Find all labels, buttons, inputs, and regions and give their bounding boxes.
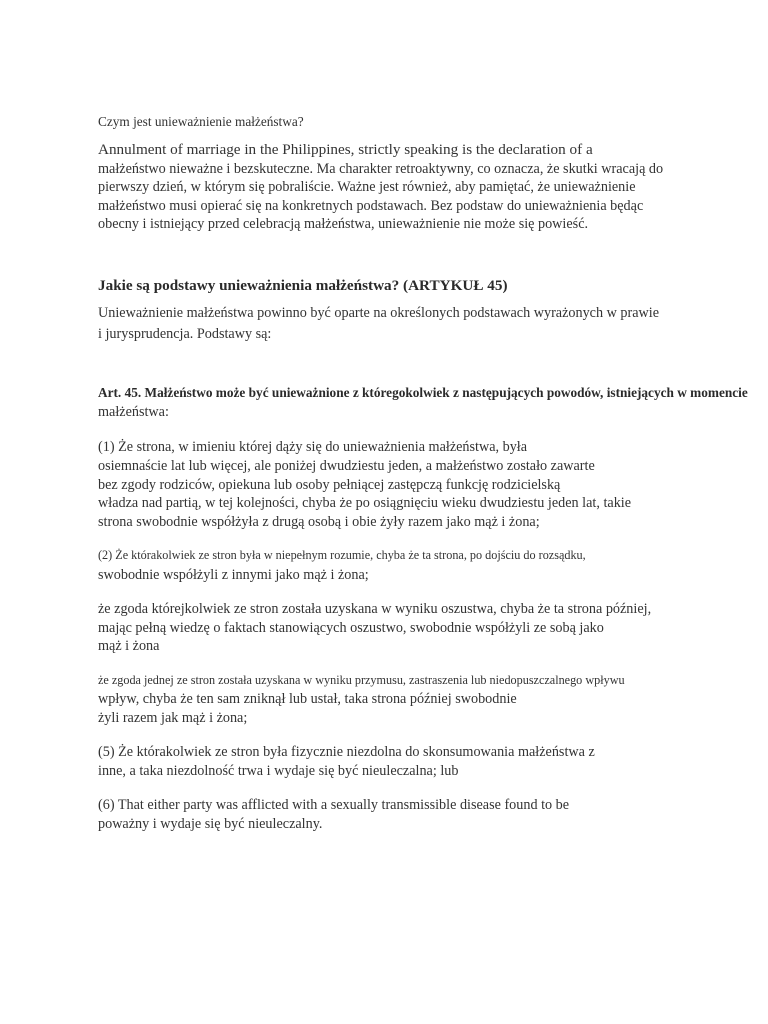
- article-heading-cont: małżeństwa:: [98, 404, 169, 420]
- article-item-4-line: żyli razem jak mąż i żona;: [98, 710, 248, 726]
- intro-line: Annulment of marriage in the Philippines, strictly speaking is the declaration of a: [98, 141, 593, 158]
- article-item-1-line: osiemnaście lat lub więcej, ale poniżej dwudziestu jeden, a małżeństwo zostało zawarte: [98, 458, 595, 474]
- article-item-5-line: inne, a taka niezdolność trwa i wydaje się być nieuleczalna; lub: [98, 763, 459, 779]
- article-item-4-line: wpływ, chyba że ten sam zniknął lub ustał, taka strona później swobodnie: [98, 691, 517, 707]
- grounds-heading: Jakie są podstawy unieważnienia małżeństwa? (ARTYKUŁ 45): [98, 277, 508, 294]
- article-item-2-line: swobodnie współżyli z innymi jako mąż i żona;: [98, 567, 369, 583]
- article-item-3-line: że zgoda którejkolwiek ze stron została uzyskana w wyniku oszustwa, chyba że ta strona później,: [98, 601, 652, 617]
- article-item-5-line: (5) Że którakolwiek ze stron była fizycznie niezdolna do skonsumowania małżeństwa z: [98, 744, 595, 760]
- intro-line: obecny i istniejący przed celebracją małżeństwa, unieważnienie nie może się powieść.: [98, 216, 589, 232]
- article-item-2-line: (2) Że którakolwiek ze stron była w niepełnym rozumie, chyba że ta strona, po dojściu do rozsądku,: [98, 548, 586, 562]
- intro-line: małżeństwo nieważne i bezskuteczne. Ma charakter retroaktywny, co oznacza, że skutki wracają do: [98, 161, 664, 177]
- intro-line: pierwszy dzień, w którym się pobraliście. Ważne jest również, aby pamiętać, że unieważnienie: [98, 179, 636, 195]
- grounds-line: i jurysprudencja. Podstawy są:: [98, 326, 272, 342]
- intro-question: Czym jest unieważnienie małżeństwa?: [98, 114, 304, 129]
- article-item-6-line: (6) That either party was afflicted with a sexually transmissible disease found to be: [98, 797, 570, 813]
- article-item-1-line: władza nad partią, w tej kolejności, chyba że po osiągnięciu wieku dwudziestu jeden lat, takie: [98, 495, 632, 511]
- article-item-4-line: że zgoda jednej ze stron została uzyskana w wyniku przymusu, zastraszenia lub niedopuszczalnego wpływu: [98, 673, 625, 687]
- article-heading: Art. 45. Małżeństwo może być unieważnione z któregokolwiek z następujących powodów, istniejących w momencie: [98, 385, 748, 400]
- article-item-1-line: bez zgody rodziców, opiekuna lub osoby pełniącej zastępczą funkcję rodzicielską: [98, 477, 561, 493]
- article-item-3-line: mąż i żona: [98, 638, 160, 654]
- grounds-line: Unieważnienie małżeństwa powinno być oparte na określonych podstawach wyrażonych w prawie: [98, 305, 659, 321]
- article-item-3-line: mając pełną wiedzę o faktach stanowiących oszustwo, swobodnie współżyli ze sobą jako: [98, 620, 604, 636]
- article-item-1-line: (1) Że strona, w imieniu której dąży się do unieważnienia małżeństwa, była: [98, 439, 528, 455]
- intro-line: małżeństwo musi opierać się na konkretnych podstawach. Bez podstaw do unieważnienia będąc: [98, 198, 644, 214]
- article-item-1-line: strona swobodnie współżyła z drugą osobą i obie żyły razem jako mąż i żona;: [98, 514, 540, 530]
- article-item-6-line: poważny i wydaje się być nieuleczalny.: [98, 816, 323, 832]
